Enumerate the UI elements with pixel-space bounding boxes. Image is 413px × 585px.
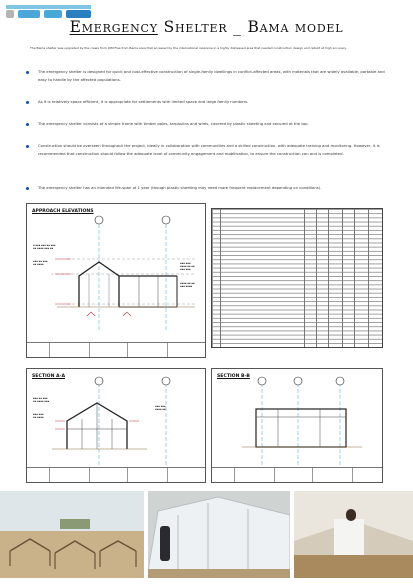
drawing-note: ▪▪▪▪ ▪▪ ▪▪ ▪▪▪ ▪▪▪▪: [180, 282, 195, 288]
section-b-drawing: [212, 369, 382, 468]
bullet-item: As it is relatively space efficient, it is appropriate for settlements with limited space and large family numbers.: [26, 98, 393, 106]
sheet-title-block: [212, 467, 382, 482]
page-title: [0, 18, 413, 36]
drawing-note: ▪▪▪ ▪▪ ▪▪▪ ▪▪ ▪▪▪▪: [33, 260, 48, 266]
elevation-title: APPROACH ELEVATIONS: [32, 209, 94, 214]
section-a-title: SECTION A-A: [32, 374, 66, 379]
drawing-note: ▪ ▪▪▪ ▪▪▪ ▪▪ ▪▪▪ ▪▪ ▪▪▪▪ ▪▪▪ ▪▪: [33, 244, 56, 250]
elevation-drawing-sheet: [26, 203, 206, 358]
bullet-item: The emergency shelter has an intended life-span of 1 year (though plastic sheeting may need more frequent replacement depending on conditions).: [26, 184, 393, 192]
organization-logo: [6, 5, 91, 19]
bullet-item: The emergency shelter is designed for quick and cost-effective construction of single-family dwellings in conflict-affected areas, with materials that are widely available, portable and easy to handle by the affected populations.: [26, 68, 393, 84]
logo-wordmark-2: [44, 10, 62, 18]
drawing-note: ▪▪▪ ▪▪▪ ▪▪▪▪ ▪▪: [155, 405, 166, 411]
bill-of-quantities-table: [211, 208, 383, 348]
logo-bar: [6, 5, 91, 9]
page-title-rest: Shelter _ Bama model: [163, 18, 344, 36]
section-b-title: SECTION B-B: [217, 374, 250, 379]
page-title-lead: Emergency: [69, 18, 158, 36]
section-b-drawing-sheet: [211, 368, 383, 483]
drawing-note: ▪▪▪ ▪▪▪ ▪▪▪▪ ▪▪ ▪▪ ▪▪▪ ▪▪▪: [180, 262, 195, 271]
bullet-item: The emergency shelter consists of a simple frame with timber poles, tarpaulins and wires, covered by plastic sheeting and secured at the top.: [26, 120, 393, 128]
completed-shelter-image: [148, 491, 290, 578]
drawing-note: ▪▪▪ ▪▪▪ ▪▪ ▪▪▪▪: [33, 413, 44, 419]
sheet-title-block: [27, 467, 205, 482]
drawing-note: ▪▪▪ ▪▪ ▪▪▪ ▪▪ ▪▪▪▪ ▪▪▪: [33, 397, 50, 403]
logo-wordmark-1: [18, 10, 40, 18]
logo-emblem-icon: [6, 10, 14, 18]
construction-frames-photo: [0, 491, 144, 578]
intro-text: The Bama shelter was upgraded by the crews from IOM Flas from Bama area that accessed by the international response in a highly distressed area that needed construction design and rebuilt at high accuracy.: [30, 46, 347, 50]
construction-frames-image: [0, 491, 144, 578]
section-a-drawing-sheet: [26, 368, 206, 483]
sheet-title-block: [27, 342, 205, 357]
elevation-drawing: [27, 204, 205, 343]
shelter-interior-image: [294, 491, 413, 578]
bullet-item: Construction should be overseen throughout the project, ideally in collaboration with communities and a skilled construction, with adequate training and monitoring. However, it is recommended that construction should follow the adequate level of community engagement and mobilisation, to ensure the construction can and is completed.: [26, 142, 393, 158]
completed-shelter-photo: [148, 491, 290, 578]
logo-wordmark-3: [66, 10, 91, 18]
shelter-interior-photo: [294, 491, 413, 578]
